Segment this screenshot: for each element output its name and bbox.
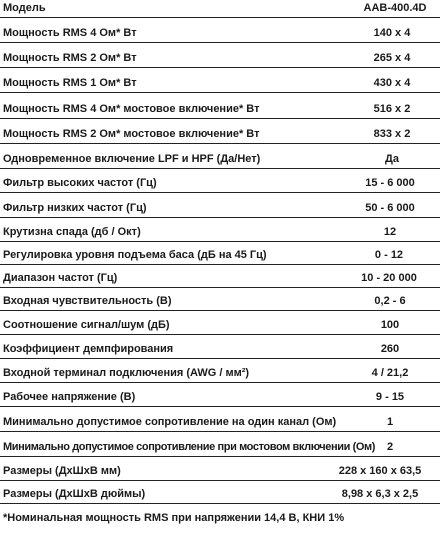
spec-row — [0, 406, 440, 432]
spec-row — [0, 382, 440, 407]
spec-row — [0, 264, 440, 288]
spec-value: 12 — [383, 226, 397, 238]
spec-value: 8,98 x 6,3 x 2,5 — [341, 488, 419, 500]
spec-value: 140 x 4 — [373, 27, 411, 39]
spec-row-model — [0, 0, 440, 18]
spec-param: Коэффициент демпфирования — [3, 343, 174, 355]
spec-param: Крутизна спада (дб / Окт) — [3, 226, 141, 238]
spec-row — [0, 192, 440, 218]
spec-row — [0, 42, 440, 68]
spec-param: Фильтр высоких частот (Гц) — [3, 177, 157, 189]
spec-value: 430 x 4 — [373, 77, 411, 89]
spec-value: 228 x 160 x 63,5 — [338, 465, 422, 477]
spec-value: 516 x 2 — [373, 103, 411, 115]
spec-param: Модель — [3, 2, 46, 14]
spec-row — [0, 334, 440, 359]
spec-value: 265 x 4 — [373, 52, 411, 64]
footnote: *Номинальная мощность RMS при напряжении 14,4 В, КНИ 1% — [3, 512, 345, 524]
spec-value: 2 — [386, 441, 394, 453]
spec-row — [0, 358, 440, 383]
spec-value: 4 / 21,2 — [371, 367, 409, 379]
spec-param: Мощность RMS 4 Ом* Вт — [3, 27, 137, 39]
spec-param: Минимально допустимое сопротивление на один канал (Ом) — [3, 416, 337, 428]
spec-param: Размеры (ДхШхВ мм) — [3, 465, 121, 477]
spec-row — [0, 431, 440, 457]
spec-row — [0, 92, 440, 119]
spec-row — [0, 287, 440, 311]
spec-row — [0, 456, 440, 481]
spec-value: 0,2 - 6 — [374, 295, 406, 307]
spec-row — [0, 143, 440, 169]
spec-value: 260 — [380, 343, 400, 355]
spec-row — [0, 17, 440, 43]
spec-value: 15 - 6 000 — [365, 177, 415, 189]
spec-row — [0, 217, 440, 242]
spec-value: 833 x 2 — [373, 128, 411, 140]
spec-value: 10 - 20 000 — [361, 272, 417, 284]
spec-value: 50 - 6 000 — [365, 202, 415, 214]
spec-row — [0, 67, 440, 93]
spec-param: Мощность RMS 4 Ом* мостовое включение* Вт — [3, 103, 260, 115]
spec-value: 100 — [380, 319, 400, 331]
spec-param: Фильтр низких частот (Гц) — [3, 202, 147, 214]
spec-param: Минимально допустимое сопротивление при мостовом включении (Ом) — [3, 441, 376, 453]
spec-param: Входной терминал подключения (AWG / мм²) — [3, 367, 250, 379]
spec-row — [0, 241, 440, 265]
spec-param: Одновременное включение LPF и HPF (Да/Нет) — [3, 153, 261, 165]
spec-row — [0, 480, 440, 504]
spec-param: Диапазон частот (Гц) — [3, 272, 118, 284]
spec-value: AAB-400.4D — [363, 2, 427, 14]
spec-param: Входная чувствительность (В) — [3, 295, 172, 307]
spec-param: Размеры (ДхШхВ дюймы) — [3, 488, 146, 500]
spec-param: Соотношение сигнал/шум (дБ) — [3, 319, 170, 331]
spec-row — [0, 168, 440, 193]
spec-param: Мощность RMS 2 Ом* Вт — [3, 52, 137, 64]
spec-param: Рабочее напряжение (В) — [3, 391, 136, 403]
spec-param: Мощность RMS 1 Ом* Вт — [3, 77, 137, 89]
spec-param: Регулировка уровня подъема баса (дБ на 45 Гц) — [3, 249, 267, 261]
spec-value: Да — [385, 153, 399, 165]
spec-row — [0, 310, 440, 335]
spec-value: 0 - 12 — [374, 249, 404, 261]
spec-value: 9 - 15 — [375, 391, 405, 403]
spec-row — [0, 118, 440, 144]
spec-value: 1 — [386, 416, 394, 428]
spec-param: Мощность RMS 2 Ом* мостовое включение* Вт — [3, 128, 260, 140]
